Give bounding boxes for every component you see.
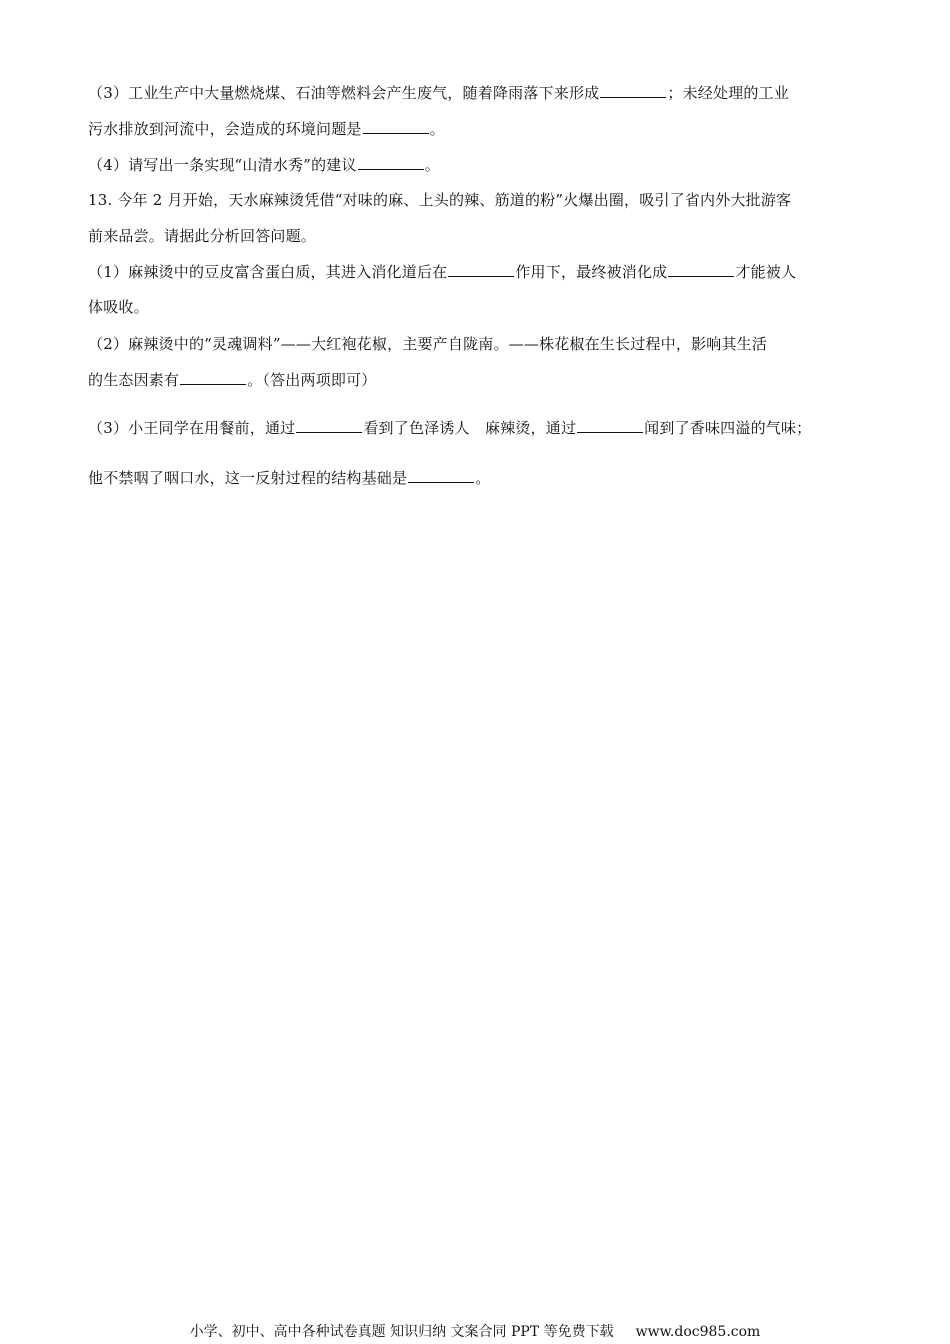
q13-3-line1 — [88, 418, 811, 438]
q12-4-text-a: （4）请写出一条实现“山清水秀”的建议 — [88, 156, 357, 174]
q13-1-text-b: 作用下，最终被消化成 — [515, 263, 668, 281]
q13-3-text-b: 看到了色泽诱人 麻辣烫，通过 — [363, 419, 577, 437]
q13-3-text-a: （3）小王同学在用餐前，通过 — [88, 419, 296, 437]
answer-blank[interactable] — [358, 155, 424, 170]
footer-url[interactable]: www.doc985.com — [635, 1324, 761, 1340]
q13-3-text-e: 。 — [475, 469, 491, 487]
q12-3-text-a: （3）工业生产中大量燃烧煤、石油等燃料会产生废气，随着降雨落下来形成 — [88, 84, 600, 102]
q13-1-line2: 体吸收。 — [88, 298, 149, 316]
answer-blank[interactable] — [448, 262, 514, 277]
q12-3-line1 — [88, 83, 789, 103]
q13-intro-line1: 13. 今年 2 月开始，天水麻辣烫凭借“对味的麻、上头的辣、筋道的粉”火爆出圈，吸引了省内外大批游客 — [88, 191, 792, 209]
q12-4-line — [88, 155, 440, 175]
q12-3-text-c: 污水排放到河流中，会造成的环境问题是 — [88, 120, 362, 138]
answer-blank[interactable] — [668, 262, 734, 277]
q12-4-text-b: 。 — [424, 156, 440, 174]
q13-1-line1 — [88, 262, 796, 282]
answer-blank[interactable] — [577, 418, 643, 433]
q13-3-text-d: 他不禁咽了咽口水，这一反射过程的结构基础是 — [88, 469, 408, 487]
q13-1-text-c: 才能被人 — [735, 263, 797, 281]
q12-3-text-d: 。 — [429, 120, 445, 138]
answer-blank[interactable] — [408, 468, 474, 483]
page-footer — [0, 1323, 950, 1341]
q13-2-text-a: 的生态因素有 — [88, 371, 180, 389]
q13-2-line1: （2）麻辣烫中的“灵魂调料”——大红袍花椒，主要产自陇南。——株花椒在生长过程中，影响其生活 — [88, 335, 768, 353]
q13-1-text-a: （1）麻辣烫中的豆皮富含蛋白质，其进入消化道后在 — [88, 263, 448, 281]
answer-blank[interactable] — [180, 370, 246, 385]
q13-3-text-c: 闻到了香味四溢的气味； — [644, 419, 812, 437]
q13-2-text-b: 。（答出两项即可） — [247, 371, 377, 389]
q13-intro-line2: 前来品尝。请据此分析回答问题。 — [88, 227, 317, 245]
q12-3-text-b: ；未经处理的工业 — [667, 84, 789, 102]
answer-blank[interactable] — [600, 83, 666, 98]
answer-blank[interactable] — [296, 418, 362, 433]
q13-2-line2 — [88, 370, 377, 390]
footer-text: 小学、初中、高中各种试卷真题 知识归纳 文案合同 PPT 等免费下载 — [189, 1324, 614, 1340]
answer-blank[interactable] — [363, 119, 429, 134]
q12-3-line2 — [88, 119, 445, 139]
q13-3-line2 — [88, 468, 490, 488]
